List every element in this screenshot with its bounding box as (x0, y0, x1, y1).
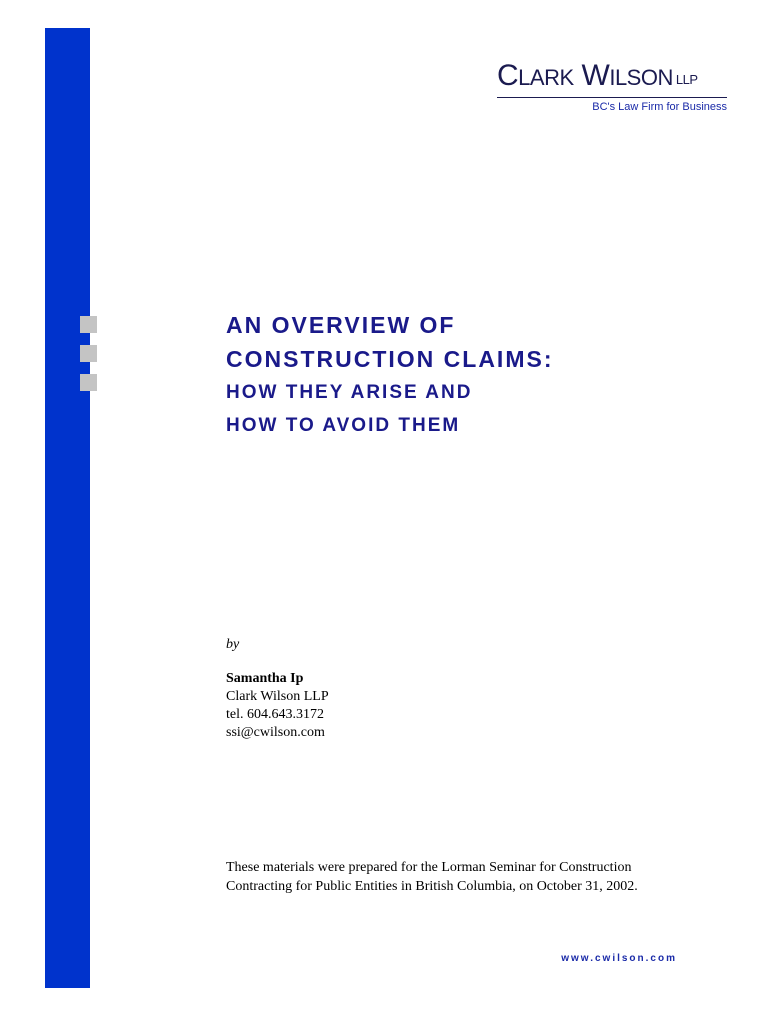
author-name: Samantha Ip (226, 671, 304, 686)
document-title (226, 308, 553, 442)
logo-divider (497, 97, 727, 98)
firm-logo (497, 58, 727, 113)
decorative-square (80, 316, 97, 333)
note-line: Contracting for Public Entities in British Columbia, on October 31, 2002. (226, 879, 638, 894)
logo-letter: C (497, 59, 519, 92)
note-line: These materials were prepared for the Lorman Seminar for Construction (226, 860, 632, 875)
logo-tagline: BC's Law Firm for Business (592, 101, 727, 113)
by-label: by (226, 637, 240, 652)
website-url: www.cwilson.com (561, 953, 677, 964)
logo-letter: W (581, 59, 610, 92)
logo-letters: LARK (518, 65, 574, 90)
logo-wordmark (497, 58, 727, 98)
logo-letters: ILSON (609, 65, 673, 90)
decorative-square (80, 374, 97, 391)
subtitle-line: HOW THEY ARISE AND (226, 382, 473, 403)
author-firm: Clark Wilson LLP (226, 689, 329, 704)
title-line: CONSTRUCTION CLAIMS: (226, 346, 554, 372)
preparation-note (226, 858, 706, 896)
subtitle-line: HOW TO AVOID THEM (226, 415, 461, 436)
author-email: ssi@cwilson.com (226, 725, 325, 740)
title-line: AN OVERVIEW OF (226, 312, 456, 338)
author-phone: tel. 604.643.3172 (226, 707, 324, 722)
decorative-square (80, 345, 97, 362)
author-block (226, 636, 329, 742)
sidebar-color-bar (45, 28, 90, 988)
logo-llp: LLP (675, 72, 698, 87)
